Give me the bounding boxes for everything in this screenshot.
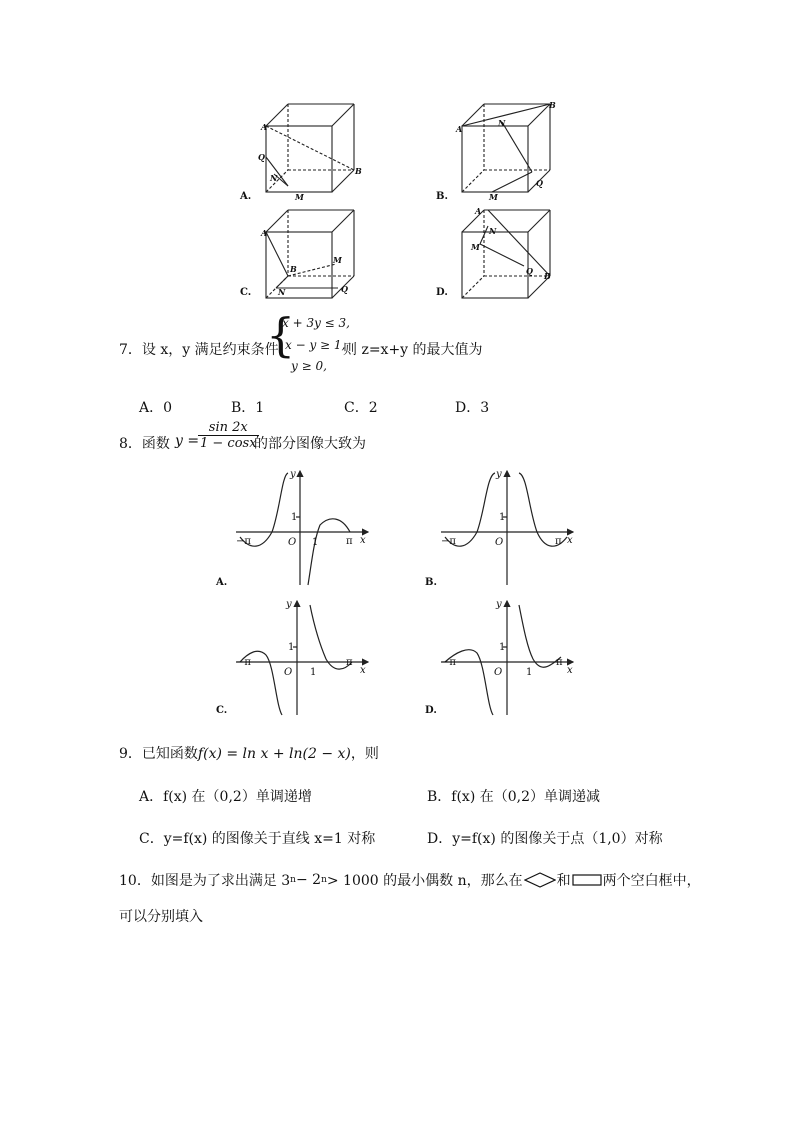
q10-line-2: 可以分别填入: [119, 909, 203, 925]
q7-prefix: 设 x，y 满足约束条件: [141, 342, 279, 358]
cube-b-point-a: A: [456, 124, 463, 134]
q7-stem: [119, 339, 279, 359]
q8-label-d: D.: [425, 705, 437, 716]
q7-option-c: C．2: [344, 400, 378, 416]
graph-a-neg-pi: −π: [236, 536, 251, 547]
cube-b-point-q: Q: [536, 178, 543, 188]
q6-figures: [230, 98, 570, 303]
q9-number: 9．: [119, 746, 142, 762]
q10-text-a: 10．如图是为了求出满足 3: [119, 873, 291, 889]
q9-stem-prefix: 已知函数: [141, 746, 198, 762]
q8-numerator: sin 2x: [198, 420, 259, 436]
cube-c-point-b: B: [290, 264, 297, 274]
graph-d-y-label: y: [496, 599, 502, 610]
cube-d-point-q: Q: [526, 266, 533, 276]
graph-a-one-x: 1: [312, 537, 319, 548]
q9-stem-func: f(x) = ln x + ln(2 − x): [197, 746, 351, 762]
graph-b-y-label: y: [496, 469, 502, 480]
q9-option-c: C．y=f(x) 的图像关于直线 x=1 对称: [139, 831, 376, 847]
graph-c-y-label: y: [286, 599, 292, 610]
graph-b: [441, 471, 573, 585]
q6-label-d: D.: [436, 287, 448, 298]
q10-sup-2: n: [321, 875, 327, 885]
cube-c-point-m: M: [333, 255, 342, 265]
q7-constraint-2: x − y ≥ 1,: [285, 338, 346, 352]
cube-d-point-n: N: [489, 226, 497, 236]
q10-sup-1: n: [290, 875, 296, 885]
graph-a-origin: O: [288, 537, 297, 548]
q7-option-b: B．1: [231, 400, 265, 416]
graph-c-neg-pi: −π: [236, 657, 251, 668]
cube-c-point-a: A: [261, 228, 268, 238]
graph-a-one-y: 1: [291, 512, 298, 523]
graph-c-one-x: 1: [310, 667, 317, 678]
graph-d-neg-pi: −π: [441, 657, 456, 668]
cube-a-point-b: B: [355, 166, 362, 176]
q6-label-a: A.: [240, 191, 252, 202]
cube-b-point-m: M: [489, 192, 498, 202]
graph-d: [441, 601, 573, 715]
q10-line-1: [119, 870, 701, 890]
graph-c-origin: O: [284, 667, 293, 678]
q9-option-d: D．y=f(x) 的图像关于点（1,0）对称: [427, 831, 663, 847]
graph-d-origin: O: [494, 667, 503, 678]
graph-a-x-label: x: [360, 535, 366, 546]
cube-b-point-b: B: [549, 100, 556, 110]
q7-suffix: 则 z=x+y 的最大值为: [343, 342, 483, 358]
q9-option-a: A．f(x) 在（0,2）单调递增: [139, 789, 312, 805]
cube-a-point-a: A: [261, 122, 268, 132]
q6-label-c: C.: [240, 287, 252, 298]
graph-c-one-y: 1: [288, 642, 295, 653]
graph-d-x-label: x: [567, 665, 573, 676]
q8-graphs: [210, 465, 600, 725]
q8-number: 8．: [119, 436, 142, 452]
cube-a-point-q: Q: [258, 152, 265, 162]
q10-text-c: > 1000 的最小偶数 n，那么在: [326, 873, 523, 889]
q8-label-a: A.: [216, 577, 228, 588]
cube-c-point-q: Q: [341, 284, 348, 294]
q9-stem-suffix: ，则: [350, 746, 379, 762]
graph-b-x-label: x: [567, 535, 573, 546]
q8-label-b: B.: [425, 577, 437, 588]
q7-constraint-3: y ≥ 0,: [291, 359, 327, 373]
q7-option-a: A．0: [139, 400, 173, 416]
graph-d-one-y: 1: [499, 642, 506, 653]
cube-a-point-n: N: [270, 173, 278, 183]
graph-a-pi: π: [346, 536, 353, 547]
rectangle-box-icon: [572, 873, 602, 887]
q7-option-d: D．3: [455, 400, 490, 416]
graph-d-one-x: 1: [526, 667, 533, 678]
graph-b-one-y: 1: [499, 512, 506, 523]
q10-text-d: 和: [556, 873, 571, 889]
cube-d-point-a: A: [475, 206, 482, 216]
graph-b-origin: O: [495, 537, 504, 548]
q8-fraction: [198, 420, 259, 451]
graph-d-pi: π: [556, 657, 563, 668]
q10-text-e: 两个空白框中，: [602, 873, 701, 889]
q8-prefix: 函数: [141, 436, 170, 452]
diamond-box-icon: [524, 872, 556, 888]
q8-suffix: 的部分图像大致为: [254, 436, 366, 452]
q6-label-b: B.: [436, 191, 448, 202]
graph-a: [236, 471, 368, 585]
graph-c-x-label: x: [360, 665, 366, 676]
q9-option-b: B．f(x) 在（0,2）单调递减: [427, 789, 601, 805]
q8-denominator: 1 − cosx: [200, 436, 257, 451]
graph-b-neg-pi: −π: [441, 536, 456, 547]
graph-c-pi: π: [346, 657, 353, 668]
q7-brace: {: [266, 308, 296, 362]
q10-text-b: − 2: [295, 872, 322, 888]
graph-b-pi: π: [555, 536, 562, 547]
q7-number: 7．: [119, 342, 142, 358]
q7-constraint-1: x + 3y ≤ 3,: [282, 316, 350, 330]
cube-a: [266, 104, 354, 192]
cube-d: [462, 210, 550, 298]
cube-c-point-n: N: [278, 287, 286, 297]
q8-label-c: C.: [216, 705, 228, 716]
cube-b-point-n: N: [498, 118, 506, 128]
q9-stem: [119, 743, 379, 763]
q8-number-prefix: [119, 433, 170, 453]
cube-a-point-m: M: [295, 192, 304, 202]
cube-d-point-m: M: [471, 242, 480, 252]
graph-a-y-label: y: [290, 469, 296, 480]
cube-d-point-b: B: [544, 271, 551, 281]
q8-y-eq: y =: [175, 433, 200, 449]
